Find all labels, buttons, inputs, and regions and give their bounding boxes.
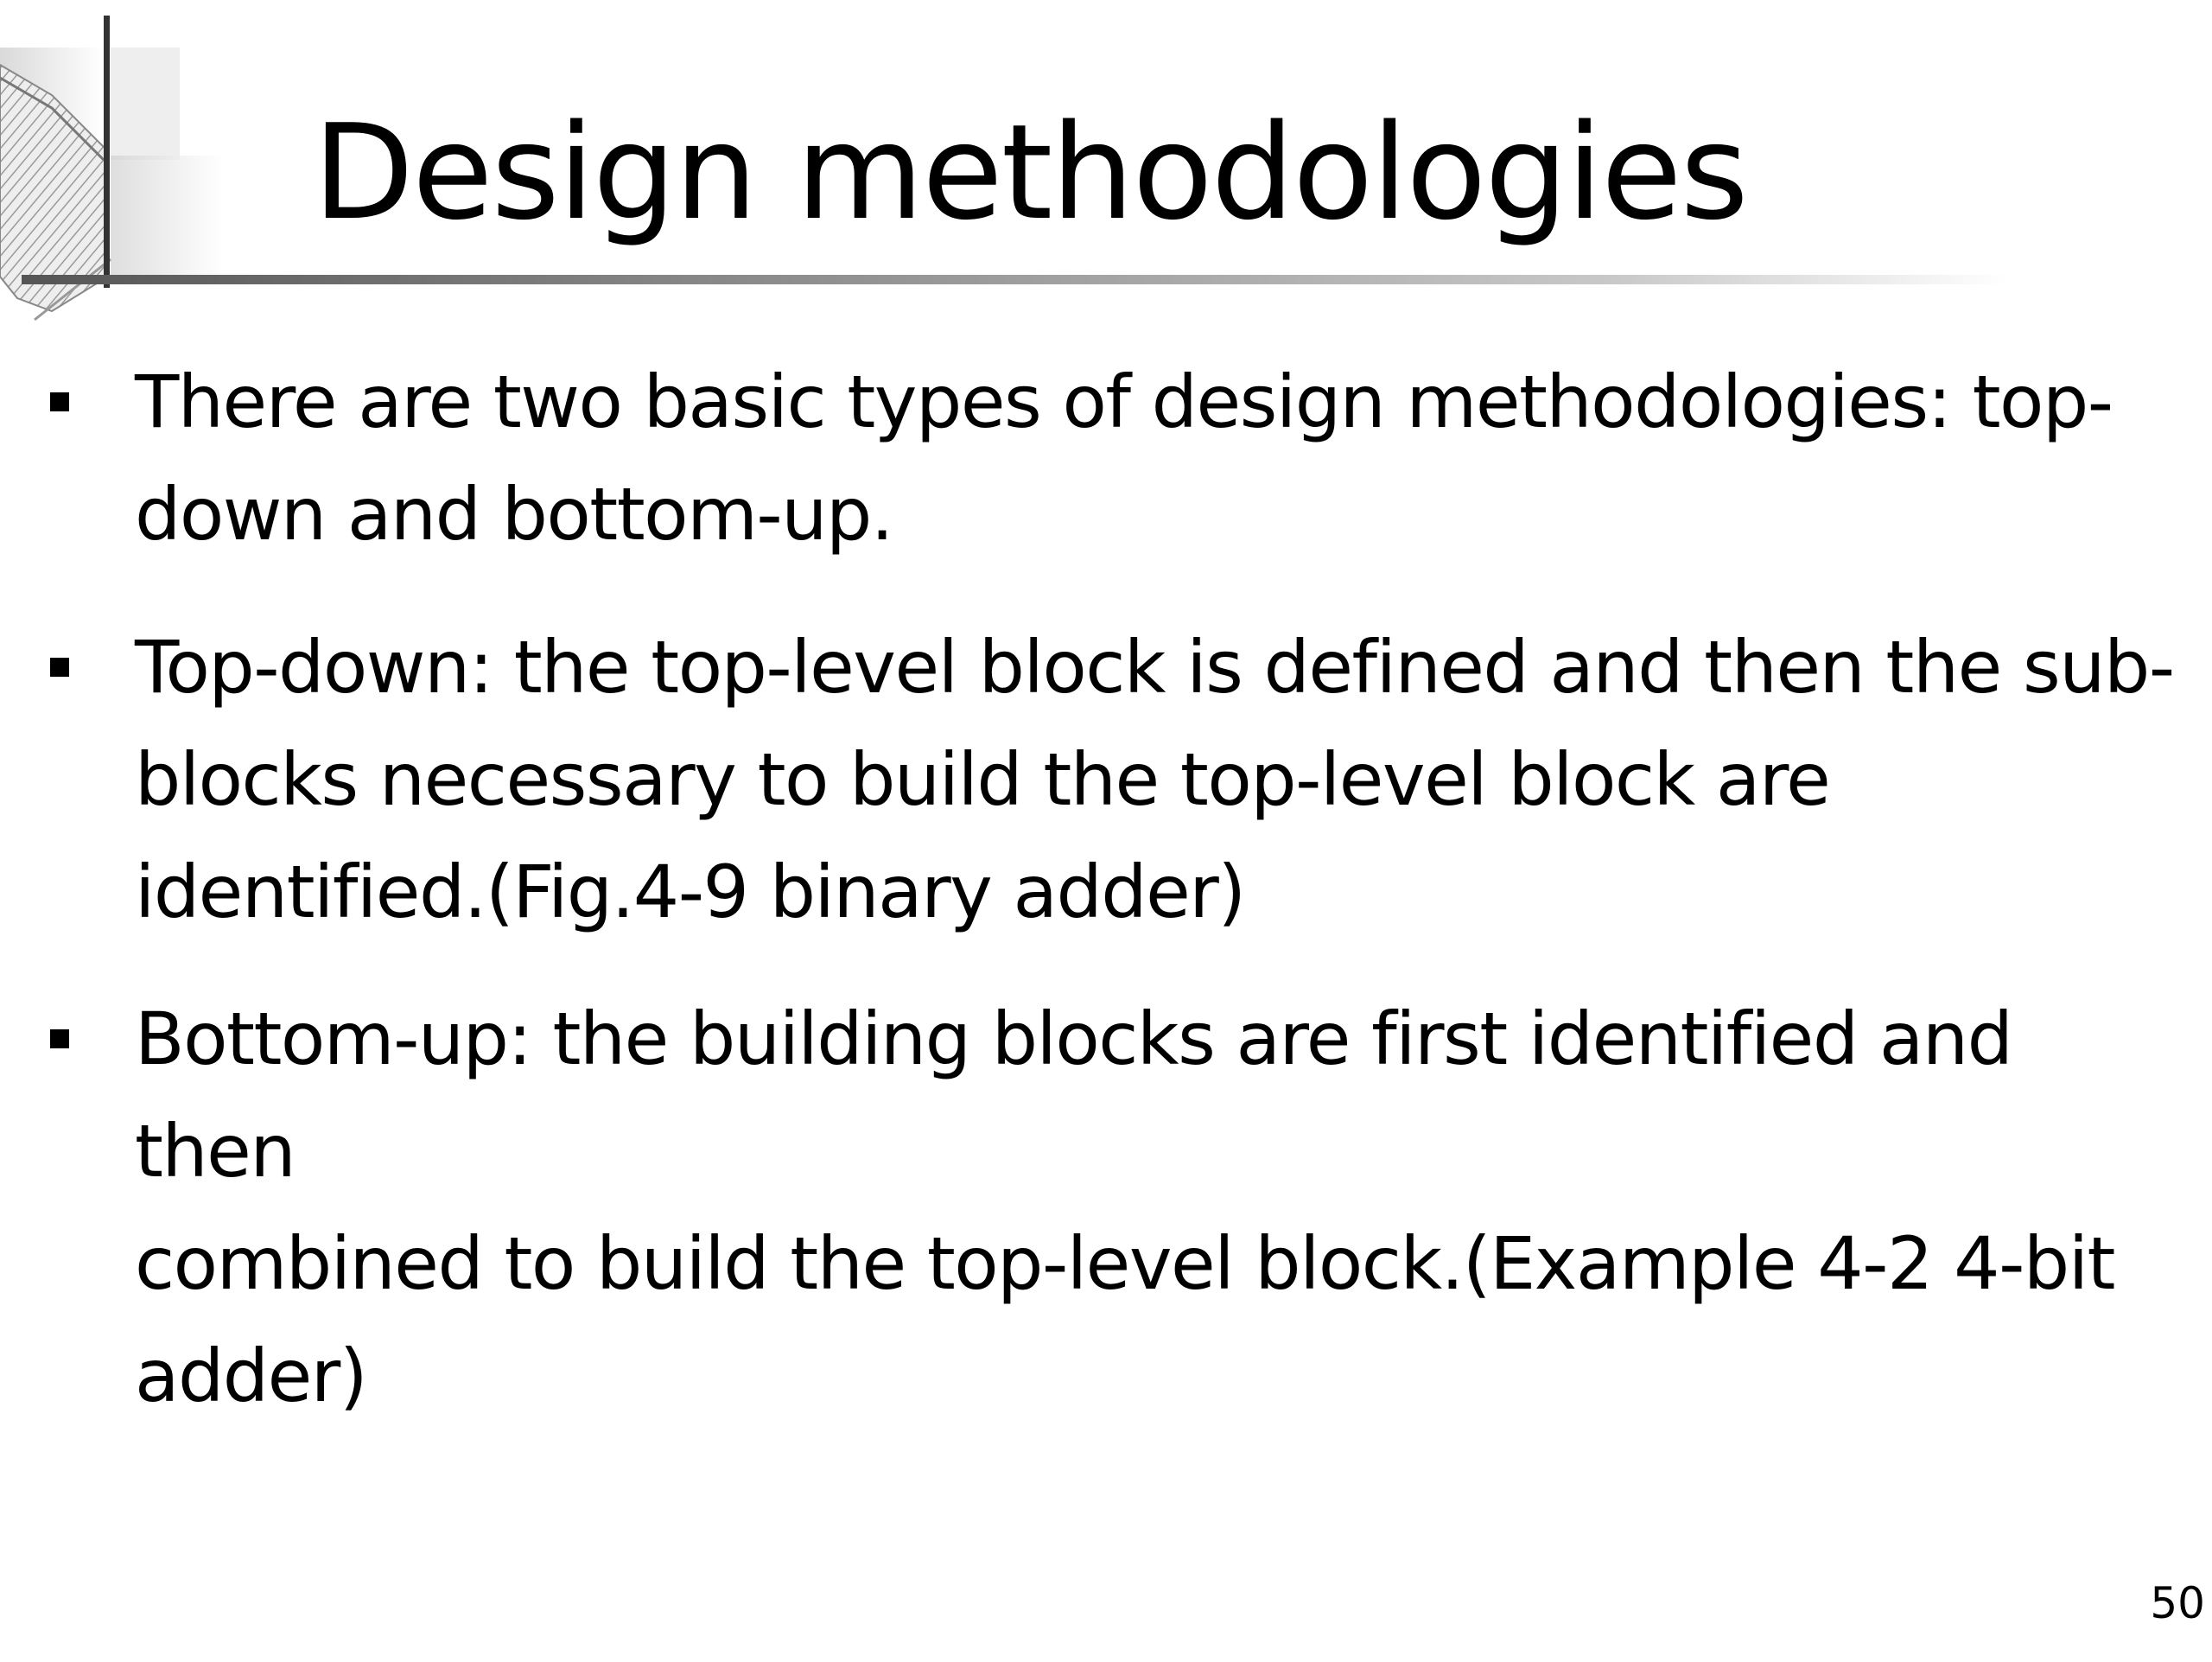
bullet-text: Bottom-up: the building blocks are first identified and then combined to build the top-level block.(Example 4-2 4-bit adder) [135,997,2114,1418]
square-bullet-icon [50,392,69,411]
bullet-text: There are two basic types of design methodologies: top- down and bottom-up. [135,360,2113,557]
title-underline [22,275,2009,284]
page-number: 50 [2150,1578,2205,1628]
bullet-text: Top-down: the top-level block is defined and then the sub- blocks necessary to build the top-level block are identified.(Fig.4-9 binary adder) [135,625,2174,934]
slide-title: Design methodologies [313,96,1747,249]
square-bullet-icon [50,658,69,677]
square-bullet-icon [50,1029,69,1048]
vertical-divider [104,16,110,288]
